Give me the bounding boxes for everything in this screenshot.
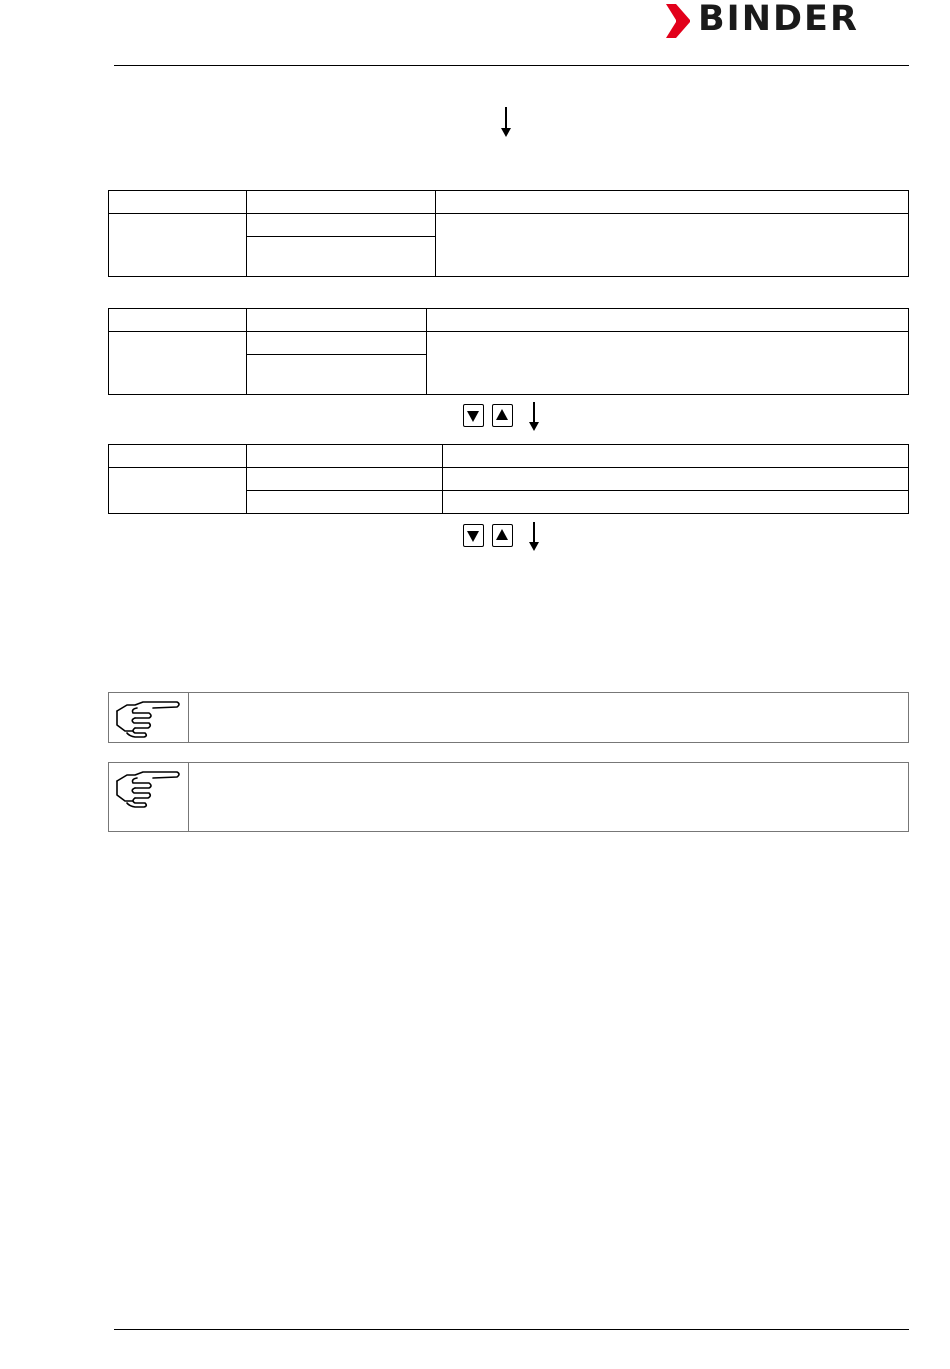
table-row xyxy=(109,468,909,491)
binder-chevron-logo-icon xyxy=(664,2,694,42)
table-row xyxy=(109,191,909,214)
table-row xyxy=(109,309,909,332)
table-cell xyxy=(247,237,436,277)
key-up-button[interactable] xyxy=(492,524,513,547)
table-cell xyxy=(247,355,427,395)
note-icon-cell xyxy=(109,763,189,831)
key-up-triangle-icon xyxy=(496,529,508,540)
arrow-down-icon xyxy=(501,107,511,137)
menu-table-1 xyxy=(108,190,909,277)
table-cell xyxy=(247,214,436,237)
menu-table-2 xyxy=(108,308,909,395)
key-up-button[interactable] xyxy=(492,404,513,427)
key-down-triangle-icon xyxy=(467,411,479,422)
table-cell xyxy=(427,309,909,332)
table-cell xyxy=(427,332,909,395)
key-down-triangle-icon xyxy=(467,531,479,542)
brand-name: BINDER xyxy=(698,0,859,39)
pointing-hand-icon xyxy=(113,767,183,811)
key-down-button[interactable] xyxy=(463,404,484,427)
note-box xyxy=(108,762,909,832)
key-down-button[interactable] xyxy=(463,524,484,547)
footer-rule xyxy=(114,1329,909,1330)
binder-logo xyxy=(664,2,912,42)
table-cell xyxy=(247,191,436,214)
table-cell xyxy=(109,332,247,395)
pointing-hand-icon xyxy=(113,697,183,741)
table-cell xyxy=(247,332,427,355)
table-cell xyxy=(443,468,909,491)
menu-table-3 xyxy=(108,444,909,514)
note-icon-cell xyxy=(109,693,189,742)
note-box xyxy=(108,692,909,743)
table-cell xyxy=(109,468,247,514)
table-cell xyxy=(247,309,427,332)
table-cell xyxy=(109,309,247,332)
table-cell xyxy=(109,214,247,277)
table-cell xyxy=(109,445,247,468)
arrow-down-icon xyxy=(529,402,539,431)
table-row xyxy=(109,445,909,468)
table-cell xyxy=(109,191,247,214)
table-row xyxy=(109,332,909,355)
table-cell xyxy=(443,445,909,468)
arrow-down-icon xyxy=(529,522,539,551)
table-cell xyxy=(247,491,443,514)
table-cell xyxy=(436,191,909,214)
table-cell xyxy=(443,491,909,514)
table-cell xyxy=(436,214,909,277)
table-row xyxy=(109,214,909,237)
key-up-triangle-icon xyxy=(496,409,508,420)
table-cell xyxy=(247,468,443,491)
header-rule xyxy=(114,65,909,66)
table-cell xyxy=(247,445,443,468)
